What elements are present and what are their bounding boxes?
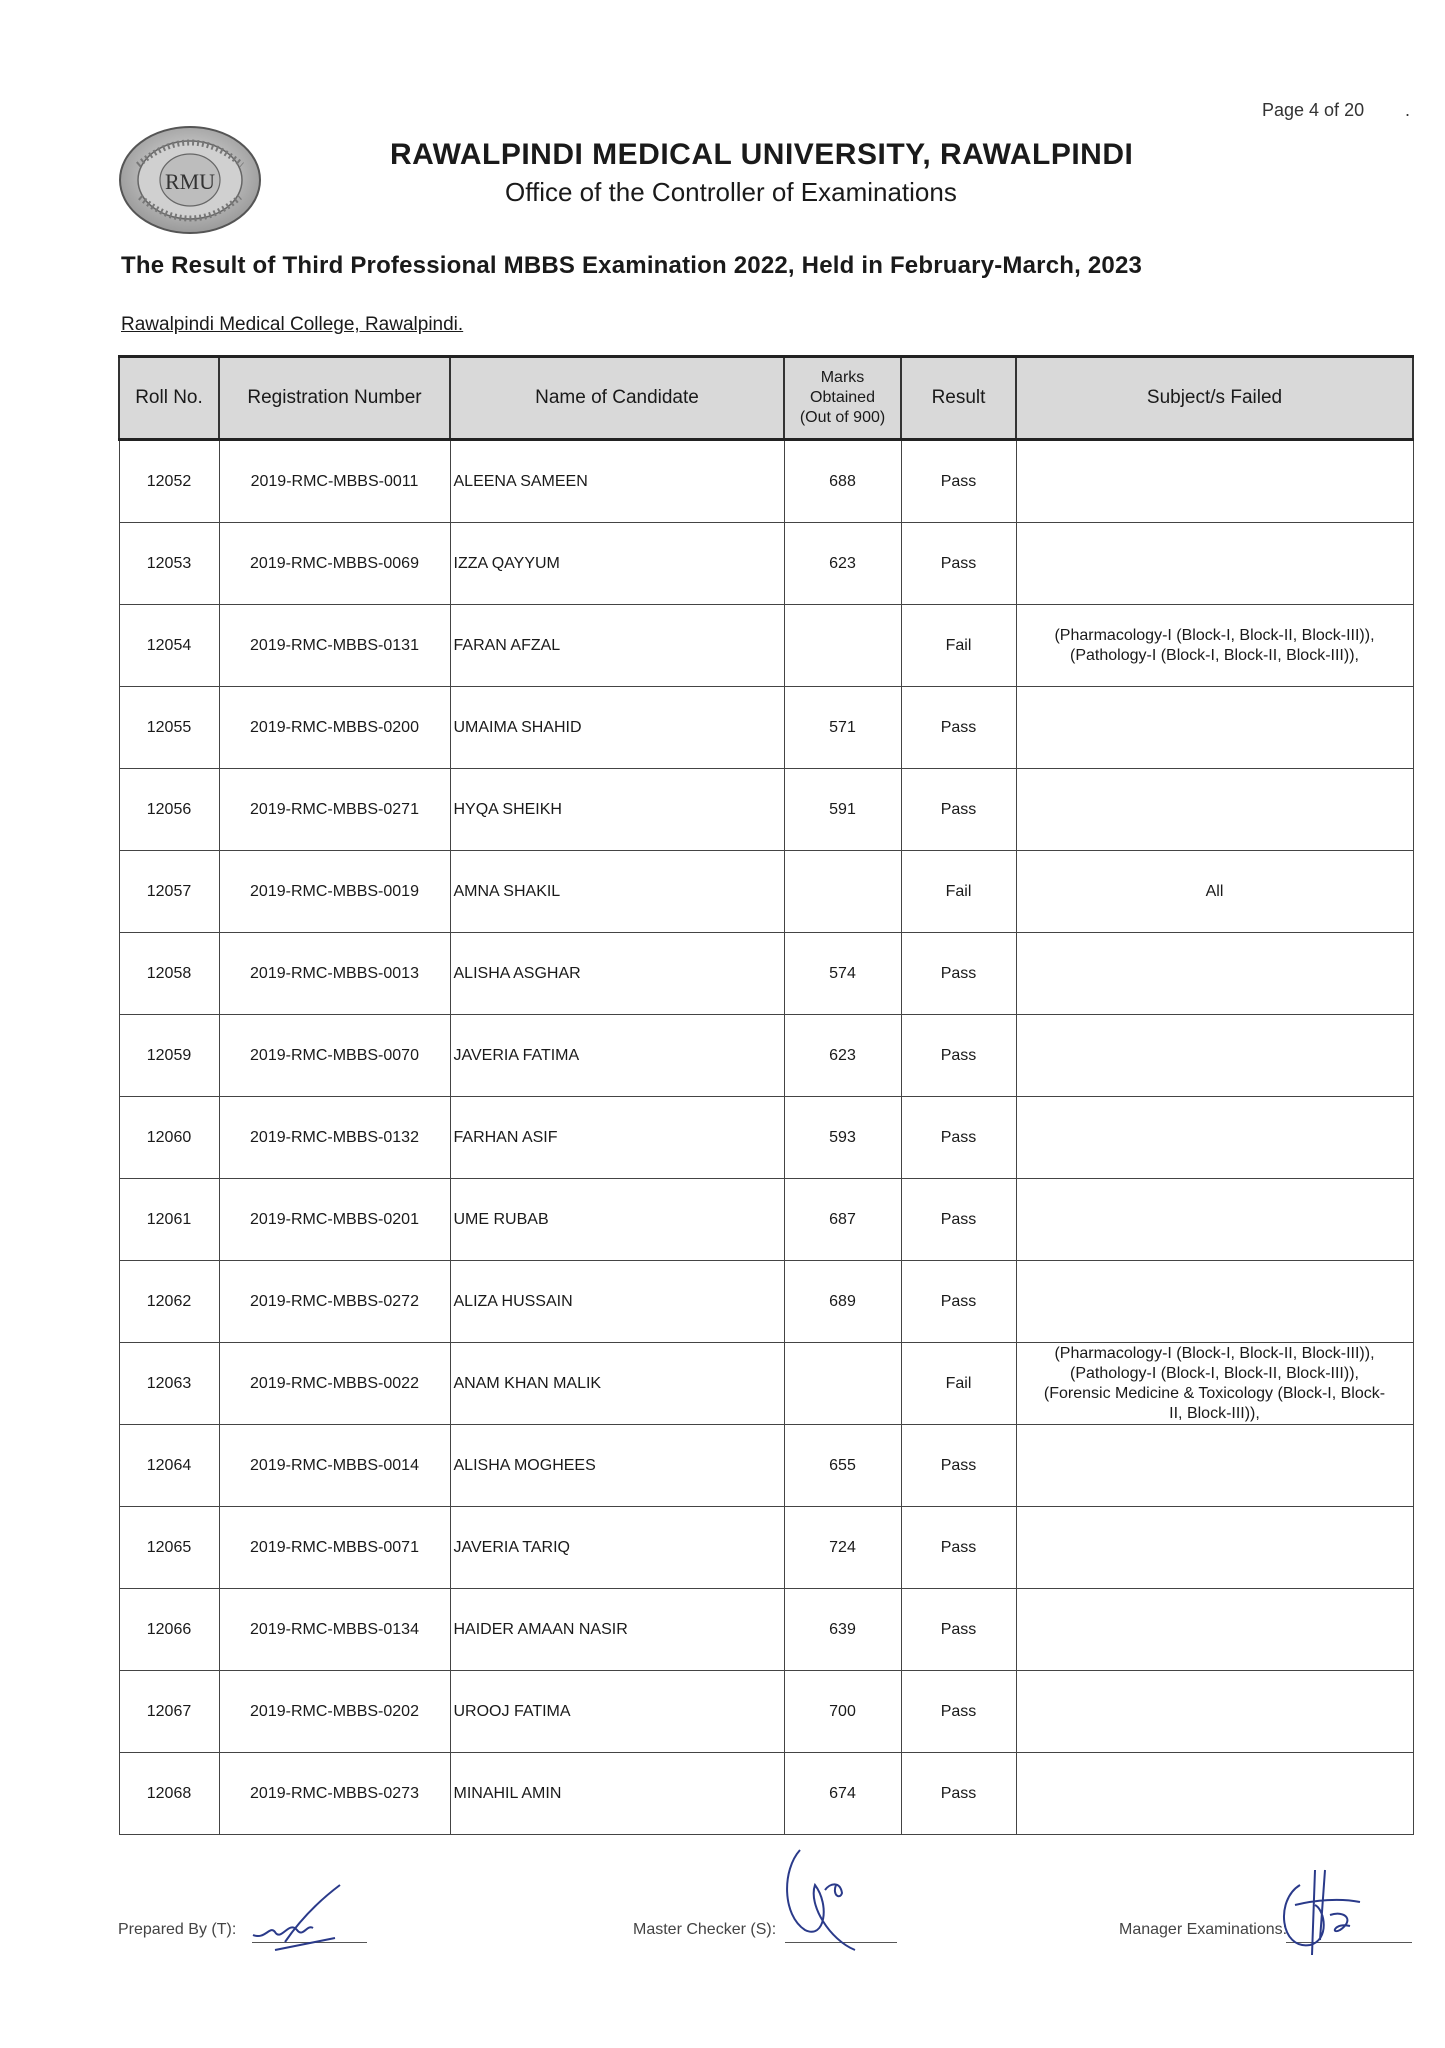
manager-signature bbox=[1270, 1860, 1370, 1960]
college-name: Rawalpindi Medical College, Rawalpindi. bbox=[121, 314, 464, 335]
name-cell: ANAM KHAN MALIK bbox=[450, 1343, 784, 1425]
roll-cell: 12055 bbox=[119, 687, 219, 769]
registration-cell: 2019-RMC-MBBS-0022 bbox=[219, 1343, 450, 1425]
failed-subject-line: (Pharmacology-I (Block-I, Block-II, Block-III)), bbox=[1054, 1344, 1375, 1362]
roll-cell: 12065 bbox=[119, 1507, 219, 1589]
registration-cell: 2019-RMC-MBBS-0131 bbox=[219, 605, 450, 687]
registration-cell: 2019-RMC-MBBS-0202 bbox=[219, 1671, 450, 1753]
page-number: Page 4 of 20 bbox=[1262, 100, 1365, 120]
table-row bbox=[119, 1179, 1413, 1261]
registration-cell: 2019-RMC-MBBS-0014 bbox=[219, 1425, 450, 1507]
failed-subjects-cell bbox=[1016, 1179, 1413, 1261]
registration-cell: 2019-RMC-MBBS-0200 bbox=[219, 687, 450, 769]
col-name: Name of Candidate bbox=[450, 357, 784, 440]
marks-cell: 574 bbox=[784, 933, 901, 1015]
roll-cell: 12054 bbox=[119, 605, 219, 687]
header-row bbox=[119, 357, 1413, 440]
marks-cell: 674 bbox=[784, 1753, 901, 1835]
table-row bbox=[119, 1507, 1413, 1589]
failed-subjects-cell bbox=[1016, 605, 1413, 687]
failed-subject-line: (Forensic Medicine & Toxicology (Block-I, Block- bbox=[1043, 1384, 1386, 1402]
roll-cell: 12062 bbox=[119, 1261, 219, 1343]
registration-cell: 2019-RMC-MBBS-0011 bbox=[219, 440, 450, 523]
prepared-by-signature bbox=[245, 1880, 355, 1960]
result-cell: Pass bbox=[901, 933, 1016, 1015]
failed-subjects-cell bbox=[1016, 687, 1413, 769]
name-cell: UMAIMA SHAHID bbox=[450, 687, 784, 769]
table-row bbox=[119, 687, 1413, 769]
roll-cell: 12052 bbox=[119, 440, 219, 523]
table-row bbox=[119, 1097, 1413, 1179]
table-row bbox=[119, 1015, 1413, 1097]
marks-cell bbox=[784, 1343, 901, 1425]
name-cell: HYQA SHEIKH bbox=[450, 769, 784, 851]
name-cell: MINAHIL AMIN bbox=[450, 1753, 784, 1835]
manager-label: Manager Examinations: bbox=[1119, 1921, 1288, 1938]
result-cell: Pass bbox=[901, 1261, 1016, 1343]
failed-subject-line: (Pathology-I (Block-I, Block-II, Block-III)), bbox=[1070, 646, 1359, 664]
result-cell: Pass bbox=[901, 1097, 1016, 1179]
result-cell: Fail bbox=[901, 851, 1016, 933]
name-cell: FARAN AFZAL bbox=[450, 605, 784, 687]
name-cell: ALISHA ASGHAR bbox=[450, 933, 784, 1015]
page-mark: . bbox=[1405, 100, 1411, 120]
failed-subject-line: (Pharmacology-I (Block-I, Block-II, Block-III)), bbox=[1054, 626, 1375, 644]
registration-cell: 2019-RMC-MBBS-0132 bbox=[219, 1097, 450, 1179]
marks-cell: 571 bbox=[784, 687, 901, 769]
university-name: RAWALPINDI MEDICAL UNIVERSITY, RAWALPINDI bbox=[390, 138, 1134, 171]
failed-subjects-cell bbox=[1016, 1097, 1413, 1179]
roll-cell: 12057 bbox=[119, 851, 219, 933]
failed-subjects-cell bbox=[1016, 1753, 1413, 1835]
master-checker-signature bbox=[770, 1845, 880, 1955]
failed-subjects-cell bbox=[1016, 1261, 1413, 1343]
table-row bbox=[119, 1343, 1413, 1425]
table-row bbox=[119, 440, 1413, 523]
failed-subjects-cell bbox=[1016, 1425, 1413, 1507]
roll-cell: 12058 bbox=[119, 933, 219, 1015]
registration-cell: 2019-RMC-MBBS-0069 bbox=[219, 523, 450, 605]
result-cell: Fail bbox=[901, 605, 1016, 687]
table-row bbox=[119, 1261, 1413, 1343]
name-cell: UROOJ FATIMA bbox=[450, 1671, 784, 1753]
result-cell: Pass bbox=[901, 687, 1016, 769]
table-row bbox=[119, 1589, 1413, 1671]
table-row bbox=[119, 605, 1413, 687]
roll-cell: 12067 bbox=[119, 1671, 219, 1753]
roll-cell: 12064 bbox=[119, 1425, 219, 1507]
table-row bbox=[119, 933, 1413, 1015]
failed-subject-line: II, Block-III)), bbox=[1169, 1404, 1260, 1422]
name-cell: AMNA SHAKIL bbox=[450, 851, 784, 933]
roll-cell: 12063 bbox=[119, 1343, 219, 1425]
failed-subjects-cell bbox=[1016, 523, 1413, 605]
result-cell: Pass bbox=[901, 1425, 1016, 1507]
marks-cell: 688 bbox=[784, 440, 901, 523]
failed-subjects-cell bbox=[1016, 851, 1413, 933]
marks-cell: 639 bbox=[784, 1589, 901, 1671]
registration-cell: 2019-RMC-MBBS-0201 bbox=[219, 1179, 450, 1261]
failed-subjects-cell bbox=[1016, 1343, 1413, 1425]
marks-cell bbox=[784, 605, 901, 687]
failed-subjects-cell bbox=[1016, 440, 1413, 523]
failed-subjects-cell bbox=[1016, 769, 1413, 851]
failed-subjects-cell bbox=[1016, 1589, 1413, 1671]
name-cell: IZZA QAYYUM bbox=[450, 523, 784, 605]
marks-cell: 689 bbox=[784, 1261, 901, 1343]
marks-cell: 593 bbox=[784, 1097, 901, 1179]
name-cell: ALEENA SAMEEN bbox=[450, 440, 784, 523]
name-cell: FARHAN ASIF bbox=[450, 1097, 784, 1179]
marks-cell: 591 bbox=[784, 769, 901, 851]
result-cell: Pass bbox=[901, 1589, 1016, 1671]
registration-cell: 2019-RMC-MBBS-0271 bbox=[219, 769, 450, 851]
result-cell: Pass bbox=[901, 440, 1016, 523]
table-row bbox=[119, 1753, 1413, 1835]
registration-cell: 2019-RMC-MBBS-0273 bbox=[219, 1753, 450, 1835]
table-row bbox=[119, 769, 1413, 851]
table-row bbox=[119, 1425, 1413, 1507]
table-row bbox=[119, 1671, 1413, 1753]
table-row bbox=[119, 851, 1413, 933]
roll-cell: 12056 bbox=[119, 769, 219, 851]
marks-cell: 687 bbox=[784, 1179, 901, 1261]
result-cell: Pass bbox=[901, 1671, 1016, 1753]
roll-cell: 12061 bbox=[119, 1179, 219, 1261]
col-marks-line3: (Out of 900) bbox=[799, 409, 886, 426]
name-cell: UME RUBAB bbox=[450, 1179, 784, 1261]
exam-title: The Result of Third Professional MBBS Examination 2022, Held in February-March, 2023 bbox=[121, 252, 1143, 279]
svg-text:RMU: RMU bbox=[164, 169, 216, 194]
table-row bbox=[119, 523, 1413, 605]
col-roll: Roll No. bbox=[119, 357, 219, 440]
failed-subject-line: All bbox=[1205, 882, 1224, 900]
prepared-by-label: Prepared By (T): bbox=[118, 1921, 237, 1938]
failed-subjects-cell bbox=[1016, 933, 1413, 1015]
roll-cell: 12060 bbox=[119, 1097, 219, 1179]
result-cell: Pass bbox=[901, 1753, 1016, 1835]
result-cell: Pass bbox=[901, 1507, 1016, 1589]
failed-subjects-cell bbox=[1016, 1507, 1413, 1589]
marks-cell: 700 bbox=[784, 1671, 901, 1753]
failed-subjects-cell bbox=[1016, 1671, 1413, 1753]
results-table bbox=[118, 355, 1414, 1835]
office-title: Office of the Controller of Examinations bbox=[505, 177, 957, 207]
registration-cell: 2019-RMC-MBBS-0071 bbox=[219, 1507, 450, 1589]
registration-cell: 2019-RMC-MBBS-0019 bbox=[219, 851, 450, 933]
name-cell: HAIDER AMAAN NASIR bbox=[450, 1589, 784, 1671]
col-marks-line1: Marks bbox=[820, 369, 865, 386]
col-failed: Subject/s Failed bbox=[1016, 357, 1413, 440]
result-cell: Pass bbox=[901, 1179, 1016, 1261]
marks-cell bbox=[784, 851, 901, 933]
name-cell: JAVERIA TARIQ bbox=[450, 1507, 784, 1589]
roll-cell: 12053 bbox=[119, 523, 219, 605]
col-result: Result bbox=[901, 357, 1016, 440]
result-cell: Pass bbox=[901, 769, 1016, 851]
failed-subjects-cell bbox=[1016, 1015, 1413, 1097]
roll-cell: 12068 bbox=[119, 1753, 219, 1835]
marks-cell: 623 bbox=[784, 523, 901, 605]
university-logo bbox=[118, 125, 263, 235]
result-cell: Pass bbox=[901, 523, 1016, 605]
marks-cell: 655 bbox=[784, 1425, 901, 1507]
roll-cell: 12059 bbox=[119, 1015, 219, 1097]
result-cell: Fail bbox=[901, 1343, 1016, 1425]
result-cell: Pass bbox=[901, 1015, 1016, 1097]
name-cell: ALIZA HUSSAIN bbox=[450, 1261, 784, 1343]
col-marks bbox=[784, 357, 901, 440]
roll-cell: 12066 bbox=[119, 1589, 219, 1671]
col-registration: Registration Number bbox=[219, 357, 450, 440]
registration-cell: 2019-RMC-MBBS-0070 bbox=[219, 1015, 450, 1097]
name-cell: JAVERIA FATIMA bbox=[450, 1015, 784, 1097]
registration-cell: 2019-RMC-MBBS-0013 bbox=[219, 933, 450, 1015]
marks-cell: 724 bbox=[784, 1507, 901, 1589]
col-marks-line2: Obtained bbox=[810, 389, 875, 406]
marks-cell: 623 bbox=[784, 1015, 901, 1097]
master-checker-label: Master Checker (S): bbox=[633, 1921, 777, 1938]
failed-subject-line: (Pathology-I (Block-I, Block-II, Block-III)), bbox=[1070, 1364, 1359, 1382]
registration-cell: 2019-RMC-MBBS-0272 bbox=[219, 1261, 450, 1343]
name-cell: ALISHA MOGHEES bbox=[450, 1425, 784, 1507]
registration-cell: 2019-RMC-MBBS-0134 bbox=[219, 1589, 450, 1671]
